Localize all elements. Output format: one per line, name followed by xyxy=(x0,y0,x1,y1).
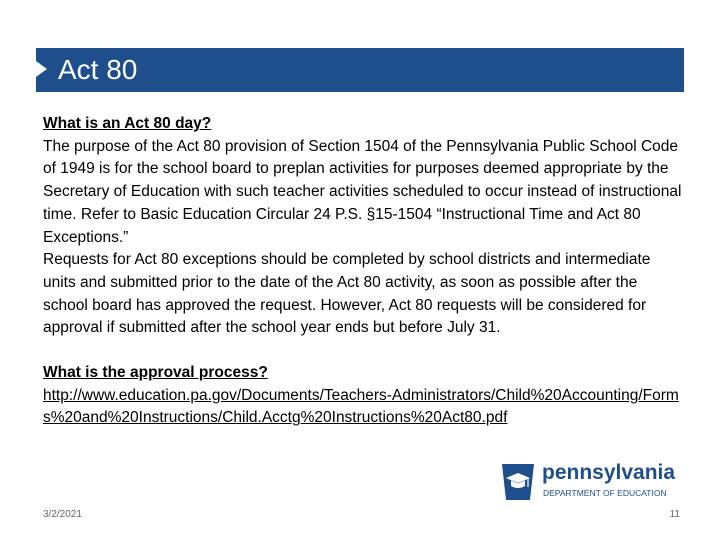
footer-date: 3/2/2021 xyxy=(43,509,82,520)
section2-heading: What is the approval process? xyxy=(43,364,268,382)
approval-process-link[interactable]: http://www.education.pa.gov/Documents/Teachers-Administrators/Child%20Accounting/Forms%20and%20Instructions/Child.Acctg%20Instructions%20Act80.pdf xyxy=(43,386,679,427)
title-arrow-icon xyxy=(36,61,47,77)
logo-department-text: DEPARTMENT OF EDUCATION xyxy=(543,488,667,498)
section1-paragraph-2: Requests for Act 80 exceptions should be completed by school districts and intermediate units and submitted prior to the date of the Act 80 activity, as soon as possible after the school board has approved the request. However, Act 80 requests will be considered for approval if submitted after the school year ends but before July 31. xyxy=(43,251,651,337)
slide-content xyxy=(43,113,683,430)
footer-page-number: 11 xyxy=(669,509,680,520)
section1-heading: What is an Act 80 day? xyxy=(43,115,212,132)
section1-paragraph-1: The purpose of the Act 80 provision of Section 1504 of the Pennsylvania Public School Code of 1949 is for the school board to preplan activities for purposes deemed appropriate by the Secretary of Education with such teacher activities scheduled to occur instead of instructional time. Refer to Basic Education Circular 24 P.S. §15-1504 “Instructional Time and Act 80 Exceptions.” xyxy=(43,137,682,246)
pa-education-logo xyxy=(498,462,684,502)
slide-title: Act 80 xyxy=(58,54,138,85)
logo-name-text: pennsylvania xyxy=(542,461,676,484)
keystone-graduation-cap-icon xyxy=(498,462,538,502)
spacer xyxy=(43,340,683,362)
